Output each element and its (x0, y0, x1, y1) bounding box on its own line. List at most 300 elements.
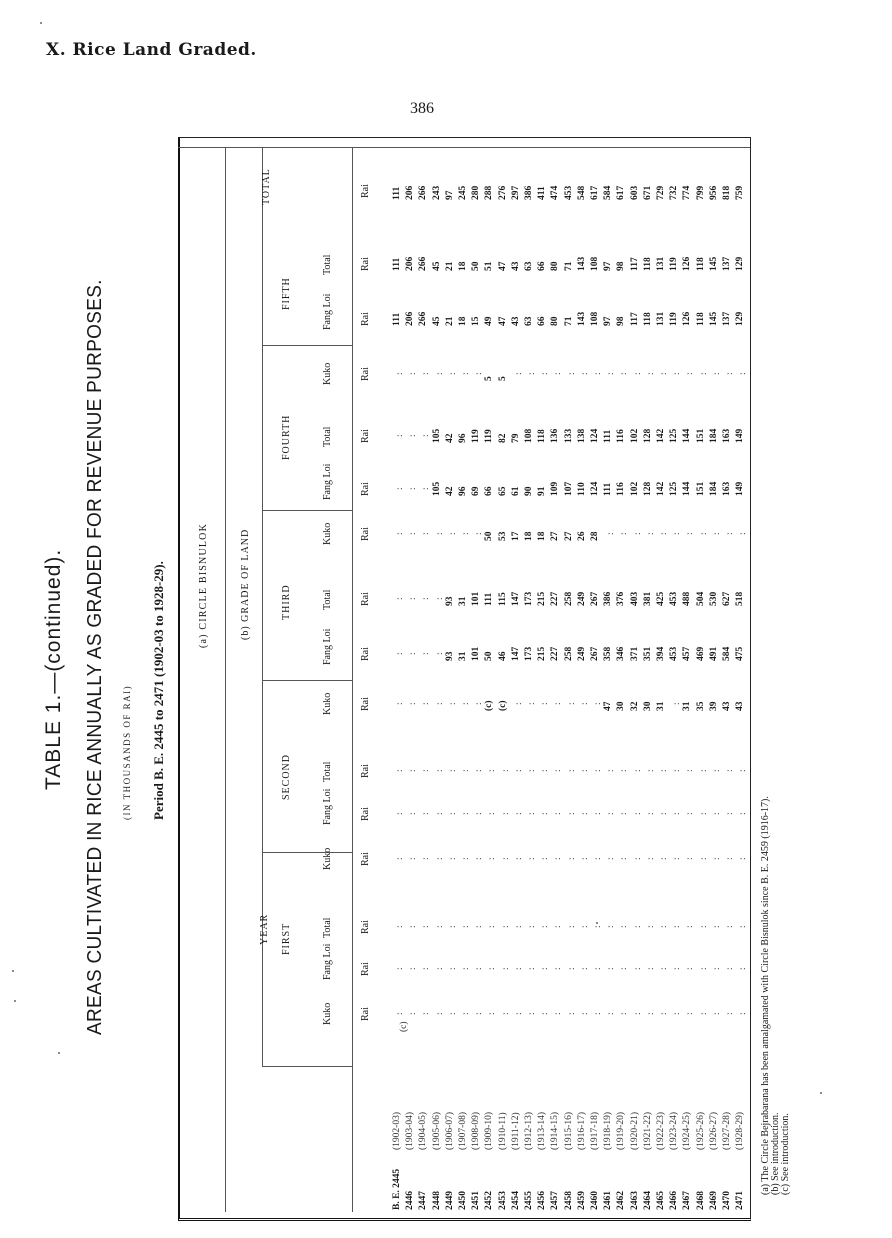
fifth-sub_total-value: 18 (458, 261, 468, 271)
empty-cell: : (408, 812, 419, 815)
empty-cell: : (487, 925, 498, 928)
third-kuko-value: 31 (682, 701, 693, 711)
empty-cell: : (434, 372, 445, 375)
fourth-fang_loi-value: 96 (458, 486, 468, 496)
fourth-kuko-value: 26 (576, 531, 587, 541)
empty-cell: : (672, 857, 683, 860)
fifth-sub_total-value: 63 (524, 261, 534, 271)
empty-cell: : (685, 925, 696, 928)
third-fang_loi-value: 31 (458, 651, 468, 661)
empty-cell: : (513, 702, 524, 705)
fifth-sub_total-value: 131 (656, 256, 666, 271)
third-fang_loi-value: 93 (444, 651, 455, 661)
empty-cell: : (632, 1012, 643, 1015)
row-year-ad: (1907-08) (458, 1112, 468, 1150)
empty-cell: : (566, 925, 577, 928)
empty-cell: : (421, 967, 432, 970)
empty-cell: : (632, 372, 643, 375)
row-year-be: 2470 (722, 1191, 732, 1210)
third-sub_total-value: 504 (695, 591, 706, 606)
fifth-kuko-unit: Rai (360, 367, 371, 381)
fourth-sub_total-value: 149 (735, 428, 746, 443)
row-year-be: 2456 (537, 1191, 548, 1210)
empty-cell: : (527, 925, 537, 928)
empty-cell: : (487, 857, 498, 860)
empty-cell: : (659, 769, 669, 772)
fifth-fang_loi-value: 266 (418, 311, 429, 326)
circle-label: (a) CIRCLE BISNULOK (198, 522, 209, 648)
second-sub_total-unit: Rai (360, 764, 371, 778)
empty-cell: : (461, 1012, 471, 1015)
fourth-fang_loi-value: 116 (616, 482, 627, 496)
row-year-ad: (1927-28) (722, 1112, 732, 1150)
fourth-fang_loi-value: 124 (590, 481, 600, 496)
fourth-kuko-value: 18 (537, 531, 548, 541)
total-unit: Rai (360, 184, 371, 198)
fifth-fang_loi-value: 66 (537, 316, 548, 326)
empty-cell: : (593, 857, 603, 860)
empty-cell: : (711, 1012, 722, 1015)
empty-cell: : (606, 857, 617, 860)
empty-cell: : (408, 597, 419, 600)
empty-cell: : (606, 372, 617, 375)
fifth-fang_loi-value: 126 (682, 311, 693, 326)
third-sub_total-unit: Rai (360, 592, 371, 606)
empty-cell: : (513, 372, 524, 375)
fifth-fang_loi-value: 206 (405, 311, 416, 326)
empty-cell: : (474, 702, 485, 705)
total-value: 617 (590, 185, 600, 200)
empty-cell: : (593, 1012, 603, 1015)
empty-cell: : (447, 857, 458, 860)
page-number: 386 (410, 100, 434, 117)
empty-cell: : (698, 372, 709, 375)
empty-cell: : (685, 532, 696, 535)
third-fang_loi-value: 469 (695, 646, 706, 661)
empty-cell: : (540, 769, 551, 772)
row-year-ad: (1913-14) (537, 1112, 548, 1150)
empty-cell: : (632, 532, 643, 535)
third-kuko-unit: Rai (360, 697, 371, 711)
total-value: 584 (603, 185, 614, 200)
empty-cell: : (738, 857, 749, 860)
third-sub_total-value: 147 (510, 591, 521, 606)
fourth-kuko-header: Kuko (322, 522, 333, 545)
fourth-sub_total-unit: Rai (360, 429, 371, 443)
fourth-sub_total-value: 142 (656, 428, 666, 443)
fifth-fang_loi-value: 117 (629, 312, 640, 326)
empty-cell: : (698, 769, 709, 772)
second-fang_loi-unit: Rai (360, 807, 371, 821)
fifth-fang_loi-value: 119 (669, 312, 680, 326)
row-year-be: 2459 (576, 1191, 587, 1210)
empty-cell: : (672, 532, 683, 535)
row-year-be: 2451 (471, 1191, 482, 1210)
row-year-ad: (1928-29) (735, 1112, 746, 1150)
fifth-sub_total-header: Total (322, 254, 333, 275)
fifth-fang_loi-value: 131 (656, 311, 666, 326)
fifth-sub_total-value: 97 (603, 261, 614, 271)
first-sub_total-header: Total (322, 917, 333, 938)
fourth-fang_loi-value: 151 (695, 481, 706, 496)
third-fang_loi-value: 101 (471, 646, 482, 661)
empty-cell: : (553, 925, 564, 928)
total-value: 759 (735, 185, 746, 200)
fifth-sub_total-value: 118 (695, 257, 706, 271)
empty-cell: : (500, 812, 511, 815)
period-title: Period B. E. 2445 to 2471 (1902-03 to 1928-29). (151, 561, 166, 820)
fifth-fang_loi-value: 18 (458, 316, 468, 326)
third-fang_loi-value: 346 (616, 646, 627, 661)
empty-cell: : (395, 967, 405, 970)
empty-cell: : (659, 925, 669, 928)
fifth-kuko-header: Kuko (322, 362, 333, 385)
total-value: 245 (458, 185, 468, 200)
empty-cell: : (395, 532, 405, 535)
third-fang_loi-unit: Rai (360, 647, 371, 661)
row-year-be: 2460 (590, 1191, 600, 1210)
fourth-fang_loi-value: 66 (484, 486, 495, 496)
row-year-be: 2458 (563, 1191, 574, 1210)
empty-cell: : (725, 925, 735, 928)
fifth-fang_loi-value: 80 (550, 316, 561, 326)
total-value: 548 (576, 185, 587, 200)
empty-cell: : (474, 372, 485, 375)
row-year-be: 2468 (695, 1191, 706, 1210)
third-kuko-value: 35 (695, 701, 706, 711)
fourth-sub_total-header: Total (322, 426, 333, 447)
empty-cell: : (408, 702, 419, 705)
empty-cell: : (685, 967, 696, 970)
third-fang_loi-value: 267 (590, 646, 600, 661)
empty-cell: : (527, 967, 537, 970)
empty-cell: : (553, 769, 564, 772)
row-year-be: 2449 (444, 1191, 455, 1210)
fourth-kuko-value: 18 (524, 531, 534, 541)
third-sub_total-value: 403 (629, 591, 640, 606)
empty-cell: : (659, 372, 669, 375)
empty-cell: : (408, 967, 419, 970)
fifth-fang_loi-unit: Rai (360, 312, 371, 326)
total-value: 243 (431, 185, 442, 200)
row-year-ad: (1903-04) (405, 1112, 416, 1150)
row-year-ad: (1919-20) (616, 1112, 627, 1150)
empty-cell: : (632, 967, 643, 970)
empty-cell: : (487, 1012, 498, 1015)
header-divider (262, 1066, 352, 1067)
fourth-fang_loi-value: 42 (444, 486, 455, 496)
empty-cell: : (461, 532, 471, 535)
empty-cell: : (408, 769, 419, 772)
empty-cell: : (540, 812, 551, 815)
third-kuko-value: (c) (497, 700, 508, 711)
total-header: TOTAL (261, 168, 272, 205)
fourth-fang_loi-value: 125 (669, 481, 680, 496)
total-value: 956 (708, 185, 719, 200)
row-year-ad: (1925-26) (695, 1112, 706, 1150)
header-divider (225, 147, 226, 1212)
fifth-header: FIFTH (281, 277, 292, 310)
row-year-be: 2454 (510, 1191, 521, 1210)
third-kuko-value: (c) (484, 700, 495, 711)
empty-cell: : (421, 702, 432, 705)
third-sub_total-value: 215 (537, 591, 548, 606)
third-sub_total-value: 93 (444, 596, 455, 606)
third-kuko-header: Kuko (322, 692, 333, 715)
empty-cell: : (672, 769, 683, 772)
scan-speck (14, 1000, 16, 1002)
third-sub_total-value: 267 (590, 591, 600, 606)
first-fang_loi-unit: Rai (360, 962, 371, 976)
third-fang_loi-value: 46 (497, 651, 508, 661)
year-header: YEAR (259, 913, 270, 945)
third-sub_total-value: 173 (524, 591, 534, 606)
empty-cell: : (421, 597, 432, 600)
empty-cell: : (738, 372, 749, 375)
third-fang_loi-value: 358 (603, 646, 614, 661)
fourth-sub_total-value: 136 (550, 428, 561, 443)
empty-cell: : (395, 372, 405, 375)
total-value: 799 (695, 185, 706, 200)
third-fang_loi-value: 215 (537, 646, 548, 661)
third-sub_total-header: Total (322, 589, 333, 610)
fifth-sub_total-value: 66 (537, 261, 548, 271)
third-kuko-value: 30 (642, 701, 653, 711)
empty-cell: : (421, 532, 432, 535)
fifth-sub_total-value: 137 (722, 256, 732, 271)
empty-cell: : (408, 434, 419, 437)
fifth-fang_loi-value: 63 (524, 316, 534, 326)
empty-cell: : (474, 532, 485, 535)
fifth-sub_total-value: 51 (484, 261, 495, 271)
empty-cell: : (698, 532, 709, 535)
row-year-be: 2453 (497, 1191, 508, 1210)
fourth-sub_total-value: 108 (524, 428, 534, 443)
empty-cell: : (685, 1012, 696, 1015)
second-sub_total-header: Total (322, 761, 333, 782)
total-value: 280 (471, 185, 482, 200)
fifth-sub_total-value: 119 (669, 257, 680, 271)
third-kuko-value: 43 (735, 701, 746, 711)
third-sub_total-value: 530 (708, 591, 719, 606)
row-year-ad: (1922-23) (656, 1112, 666, 1150)
empty-cell: : (738, 812, 749, 815)
row-year-ad: (1914-15) (550, 1112, 561, 1150)
fourth-fang_loi-value: 111 (603, 482, 614, 496)
empty-cell: : (698, 857, 709, 860)
empty-cell: : (685, 769, 696, 772)
empty-cell: : (659, 1012, 669, 1015)
fourth-sub_total-value: 105 (431, 428, 442, 443)
fifth-fang_loi-value: 49 (484, 316, 495, 326)
fifth-fang_loi-value: 47 (497, 316, 508, 326)
fourth-sub_total-value: 124 (590, 428, 600, 443)
empty-cell: : (593, 769, 603, 772)
fourth-sub_total-value: 42 (444, 433, 455, 443)
fifth-sub_total-value: 50 (471, 261, 482, 271)
empty-cell: : (461, 967, 471, 970)
row-year-be: 2467 (682, 1191, 693, 1210)
fourth-kuko-value: 28 (590, 531, 600, 541)
fifth-fang_loi-value: 98 (616, 316, 627, 326)
third-sub_total-value: 101 (471, 591, 482, 606)
row-year-be: B. E. 2445 (392, 1168, 402, 1210)
fifth-fang_loi-value: 143 (576, 311, 587, 326)
empty-cell: : (447, 769, 458, 772)
empty-cell: : (513, 769, 524, 772)
empty-cell: : (447, 372, 458, 375)
fourth-fang_loi-value: 128 (642, 481, 653, 496)
empty-cell: : (672, 812, 683, 815)
first-header: FIRST (281, 922, 292, 955)
empty-cell: : (632, 925, 643, 928)
empty-cell: : (421, 769, 432, 772)
empty-cell: : (566, 769, 577, 772)
fourth-kuko-value: 27 (550, 531, 561, 541)
empty-cell: : (645, 1012, 656, 1015)
empty-cell: : (553, 812, 564, 815)
fifth-sub_total-value: 47 (497, 261, 508, 271)
empty-cell: : (619, 372, 630, 375)
empty-cell: : (500, 769, 511, 772)
fifth-sub_total-value: 117 (629, 257, 640, 271)
header-divider (352, 147, 353, 1212)
empty-cell: : (672, 372, 683, 375)
empty-cell: : (738, 925, 749, 928)
grade-label: (b) GRADE OF LAND (240, 528, 251, 640)
total-value: 603 (629, 185, 640, 200)
fourth-sub_total-value: 163 (722, 428, 732, 443)
fourth-kuko-unit: Rai (360, 527, 371, 541)
empty-cell: : (725, 769, 735, 772)
first-kuko-header: Kuko (322, 1002, 333, 1025)
fourth-fang_loi-value: 102 (629, 481, 640, 496)
third-fang_loi-value: 258 (563, 646, 574, 661)
fourth-sub_total-value: 96 (458, 433, 468, 443)
empty-cell: : (711, 967, 722, 970)
fourth-sub_total-value: 151 (695, 428, 706, 443)
empty-cell: : (421, 487, 432, 490)
header-divider (262, 510, 352, 511)
third-kuko-value: 47 (603, 701, 614, 711)
row-year-be: 2469 (708, 1191, 719, 1210)
row-year-ad: (1910-11) (497, 1112, 508, 1150)
third-fang_loi-value: 475 (735, 646, 746, 661)
empty-cell: : (645, 532, 656, 535)
total-value: 386 (524, 185, 534, 200)
table-subtitle: AREAS CULTIVATED IN RICE ANNUALLY AS GRADED FOR REVENUE PURPOSES. (84, 279, 107, 1035)
row-year-ad: (1918-19) (603, 1112, 614, 1150)
row-year-be: 2457 (550, 1191, 561, 1210)
empty-cell: : (632, 857, 643, 860)
empty-cell: : (434, 597, 445, 600)
row-year-be: 2450 (458, 1191, 468, 1210)
fifth-fang_loi-value: 118 (642, 312, 653, 326)
row-year-ad: (1904-05) (418, 1112, 429, 1150)
empty-cell: : (527, 857, 537, 860)
empty-cell: : (434, 769, 445, 772)
empty-cell: : (474, 769, 485, 772)
empty-cell: : (540, 1012, 551, 1015)
empty-cell: : (606, 769, 617, 772)
third-kuko-value: 30 (616, 701, 627, 711)
empty-cell: : (434, 857, 445, 860)
row-year-ad: (1917-18) (590, 1112, 600, 1150)
empty-cell: : (421, 434, 432, 437)
row-year-ad: (1911-12) (510, 1112, 521, 1150)
fifth-sub_total-value: 43 (510, 261, 521, 271)
row-year-ad: (1926-27) (708, 1112, 719, 1150)
empty-cell: : (711, 925, 722, 928)
fifth-fang_loi-value: 45 (431, 316, 442, 326)
second-kuko-header: Kuko (322, 847, 333, 870)
third-sub_total-value: 115 (497, 592, 508, 606)
empty-cell: : (711, 532, 722, 535)
empty-cell: : (474, 967, 485, 970)
empty-cell: : (395, 1012, 405, 1015)
row-year-be: 2446 (405, 1191, 416, 1210)
empty-cell: : (434, 925, 445, 928)
fourth-sub_total-value: 118 (537, 429, 548, 443)
fifth-fang_loi-header: Fang Loi (322, 293, 333, 330)
header-rule (178, 147, 750, 148)
fifth-sub_total-value: 145 (708, 256, 719, 271)
empty-cell: : (421, 652, 432, 655)
empty-cell: : (698, 925, 709, 928)
empty-cell: : (566, 1012, 577, 1015)
fifth-sub_total-value: 71 (563, 261, 574, 271)
fourth-kuko-value: 27 (563, 531, 574, 541)
third-fang_loi-value: 147 (510, 646, 521, 661)
empty-cell: : (698, 812, 709, 815)
fifth-kuko-value: 5 (497, 376, 508, 381)
empty-cell: : (725, 1012, 735, 1015)
empty-cell: : (579, 702, 590, 705)
third-sub_total-value: 488 (682, 591, 693, 606)
footnote-line: (a) The Circle Bejrabarana has been amalgamated with Circle Bisnulok since B. E. 2459 (1916-17). (760, 796, 771, 1195)
third-sub_total-value: 376 (616, 591, 627, 606)
third-fang_loi-header: Fang Loi (322, 628, 333, 665)
section-heading: X. Rice Land Graded. (46, 40, 257, 60)
fifth-sub_total-value: 108 (590, 256, 600, 271)
third-sub_total-value: 518 (735, 591, 746, 606)
empty-cell: : (395, 434, 405, 437)
empty-cell: : (579, 769, 590, 772)
row-year-ad: (1924-25) (682, 1112, 693, 1150)
empty-cell: : (408, 652, 419, 655)
empty-cell: : (408, 1012, 419, 1015)
fourth-sub_total-value: 111 (603, 429, 614, 443)
total-value: 97 (444, 190, 455, 200)
empty-cell: : (395, 925, 405, 928)
footnote-line: (b) See introduction. (770, 1112, 781, 1195)
empty-cell: : (421, 925, 432, 928)
third-fang_loi-value: 394 (656, 646, 666, 661)
fifth-sub_total-unit: Rai (360, 257, 371, 271)
empty-cell: : (487, 812, 498, 815)
fourth-fang_loi-unit: Rai (360, 482, 371, 496)
empty-cell: : (527, 1012, 537, 1015)
empty-cell: : (566, 857, 577, 860)
empty-cell: : (408, 857, 419, 860)
empty-cell: : (632, 812, 643, 815)
third-kuko-value: 31 (656, 701, 666, 711)
row-year-ad: (1905-06) (431, 1112, 442, 1150)
row-year-be: 2452 (484, 1191, 495, 1210)
empty-cell: : (461, 857, 471, 860)
scan-speck (40, 22, 42, 24)
empty-cell: : (553, 857, 564, 860)
